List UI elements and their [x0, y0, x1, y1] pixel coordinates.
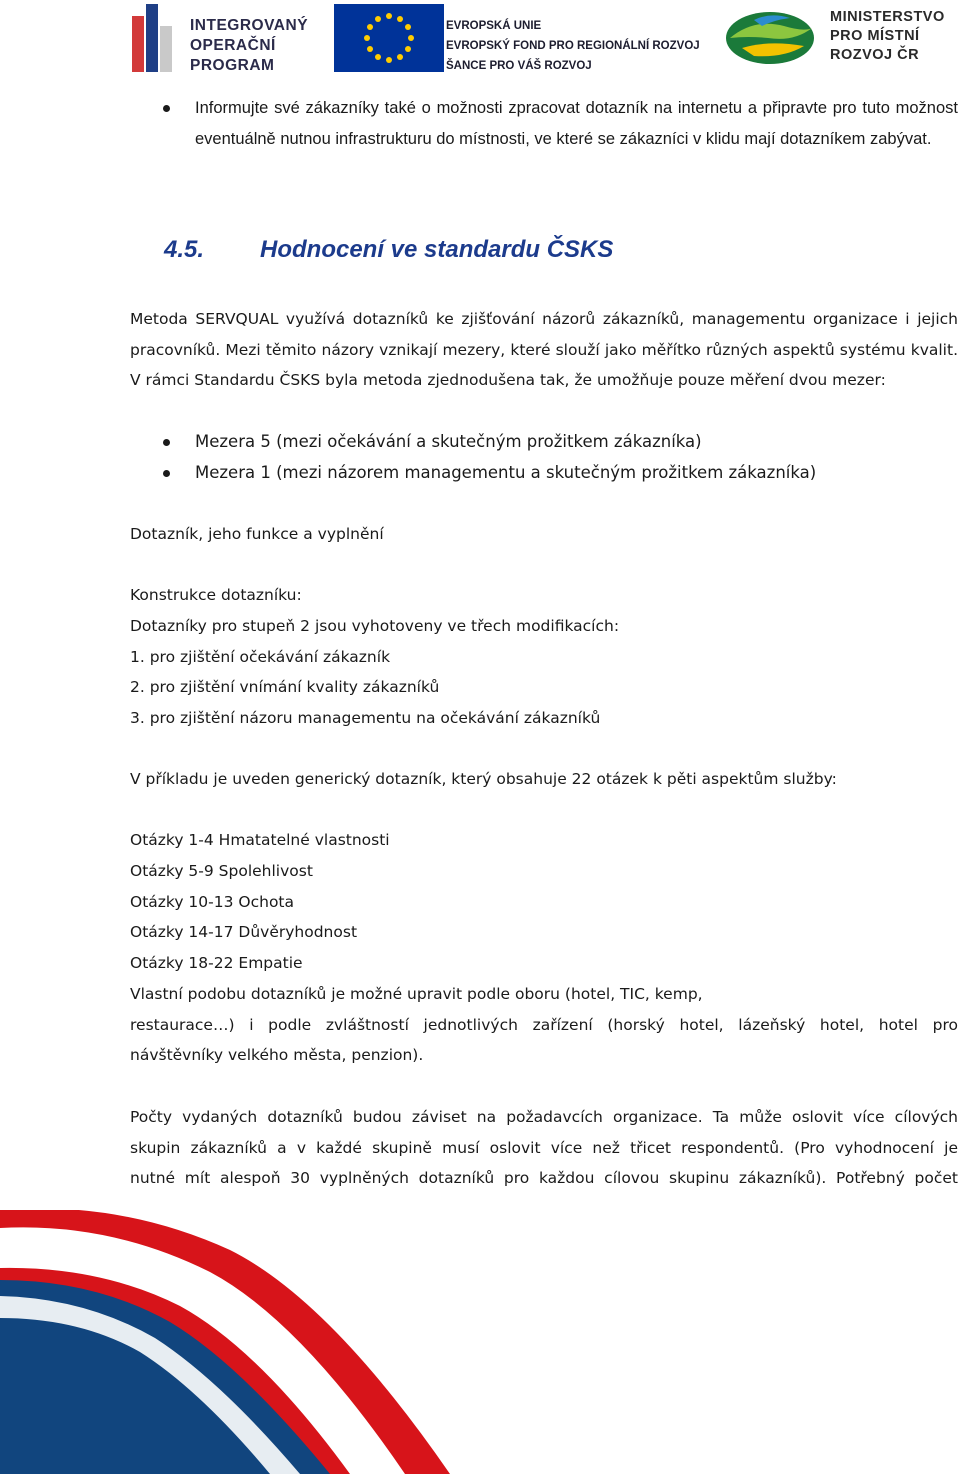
- iop-emblem-icon: [132, 4, 180, 72]
- counts-line-1: Počty vydaných dotazníků budou záviset na požadavcích organizace. Ta může oslovit více cílových: [130, 1108, 958, 1126]
- counts-line-3: nutné mít alespoň 30 vyplněných dotazníků pro každou cílovou skupinu zákazníků). Potřebný počet: [130, 1169, 958, 1187]
- adapt-cont-line-1: restaurace…) i podle zvláštností jednotlivých zařízení (horský hotel, lázeňský hotel, hotel pro: [130, 1016, 958, 1034]
- question-group-2: Otázky 5-9 Spolehlivost: [130, 862, 313, 880]
- question-group-5: Otázky 18-22 Empatie: [130, 954, 303, 972]
- tricolor-swoosh-decoration: [0, 1210, 960, 1474]
- adapt-cont-line-2: návštěvníky velkého města, penzion).: [130, 1046, 424, 1064]
- adapt-continuation: [130, 1010, 958, 1041]
- section-title: Hodnocení ve standardu ČSKS: [260, 236, 614, 263]
- question-group-1: Otázky 1-4 Hmatatelné vlastnosti: [130, 831, 390, 849]
- modification-1: 1. pro zjištění očekávání zákazník: [130, 648, 391, 666]
- mmr-emblem-icon: [724, 8, 816, 66]
- counts-paragraph-line-3: [130, 1163, 958, 1194]
- eu-line-3: ŠANCE PRO VÁŠ ROZVOJ: [446, 60, 592, 72]
- counts-line-2: skupin zákazníků a v každé skupině musí oslovit více než třicet respondentů. (Pro vyhodnocení je: [130, 1139, 958, 1157]
- bullet-icon: [163, 470, 170, 477]
- eu-flag-icon: [334, 4, 444, 72]
- iop-line-1: INTEGROVANÝ: [190, 17, 309, 34]
- modification-2: 2. pro zjištění vnímání kvality zákazníků: [130, 678, 440, 696]
- modifications-line: Dotazníky pro stupeň 2 jsou vyhotoveny ve třech modifikacích:: [130, 617, 620, 635]
- counts-paragraph-line-2: [130, 1133, 958, 1164]
- eu-logo-text: [446, 16, 700, 76]
- construction-label: Konstrukce dotazníku:: [130, 586, 302, 604]
- mmr-line-3: ROZVOJ ČR: [830, 47, 920, 63]
- gap-bullet-1: [130, 427, 958, 458]
- servqual-paragraph-part2: V rámci Standardu ČSKS byla metoda zjednodušena tak, že umožňuje pouze měření dvou mezer:: [130, 371, 886, 389]
- intro-bullet-text: Informujte své zákazníky také o možnosti zpracovat dotazník na internetu a připravte pro tuto možnost eventuálně nutnou infrastrukturu do místnosti, ve které se zákazníci v klidu mají dotazníkem zabývat.: [195, 99, 958, 148]
- iop-line-3: PROGRAM: [190, 57, 275, 74]
- questionnaire-heading: Dotazník, jeho funkce a vyplnění: [130, 525, 384, 543]
- servqual-paragraph-part1: Metoda SERVQUAL využívá dotazníků ke zjišťování názorů zákazníků, managementu organizace i jejich pracovníků. Mezi těmito názory vznikají mezery, které slouží jako měřítko různých aspektů systému kvalit.: [130, 310, 958, 359]
- question-group-3: Otázky 10-13 Ochota: [130, 893, 295, 911]
- iop-logo-text: [190, 16, 308, 76]
- gap-bullet-text: Mezera 5 (mezi očekávání a skutečným prožitkem zákazníka): [195, 432, 702, 451]
- question-group-4: Otázky 14-17 Důvěryhodnost: [130, 923, 358, 941]
- iop-logo: [132, 4, 312, 72]
- counts-paragraph-line-1: [130, 1102, 958, 1133]
- section-heading: [164, 236, 613, 264]
- adapt-line: Vlastní podobu dotazníků je možné upravit podle oboru (hotel, TIC, kemp,: [130, 985, 703, 1003]
- modification-3: 3. pro zjištění názoru managementu na očekávání zákazníků: [130, 709, 601, 727]
- eu-line-2: EVROPSKÝ FOND PRO REGIONÁLNÍ ROZVOJ: [446, 40, 700, 52]
- eu-line-1: EVROPSKÁ UNIE: [446, 20, 542, 32]
- section-number: 4.5.: [164, 236, 205, 263]
- servqual-paragraph: [130, 304, 958, 396]
- bullet-icon: [163, 105, 170, 112]
- example-line: V příkladu je uveden generický dotazník, který obsahuje 22 otázek k pěti aspektům služby:: [130, 770, 837, 788]
- iop-line-2: OPERAČNÍ: [190, 37, 276, 54]
- mmr-logo-text: [830, 8, 945, 65]
- intro-bullet: [130, 93, 958, 185]
- bullet-icon: [163, 439, 170, 446]
- mmr-line-2: PRO MÍSTNÍ: [830, 28, 920, 44]
- gap-bullet-text: Mezera 1 (mezi názorem managementu a skutečným prožitkem zákazníka): [195, 463, 817, 482]
- gap-bullet-2: [130, 458, 958, 489]
- mmr-line-1: MINISTERSTVO: [830, 9, 945, 25]
